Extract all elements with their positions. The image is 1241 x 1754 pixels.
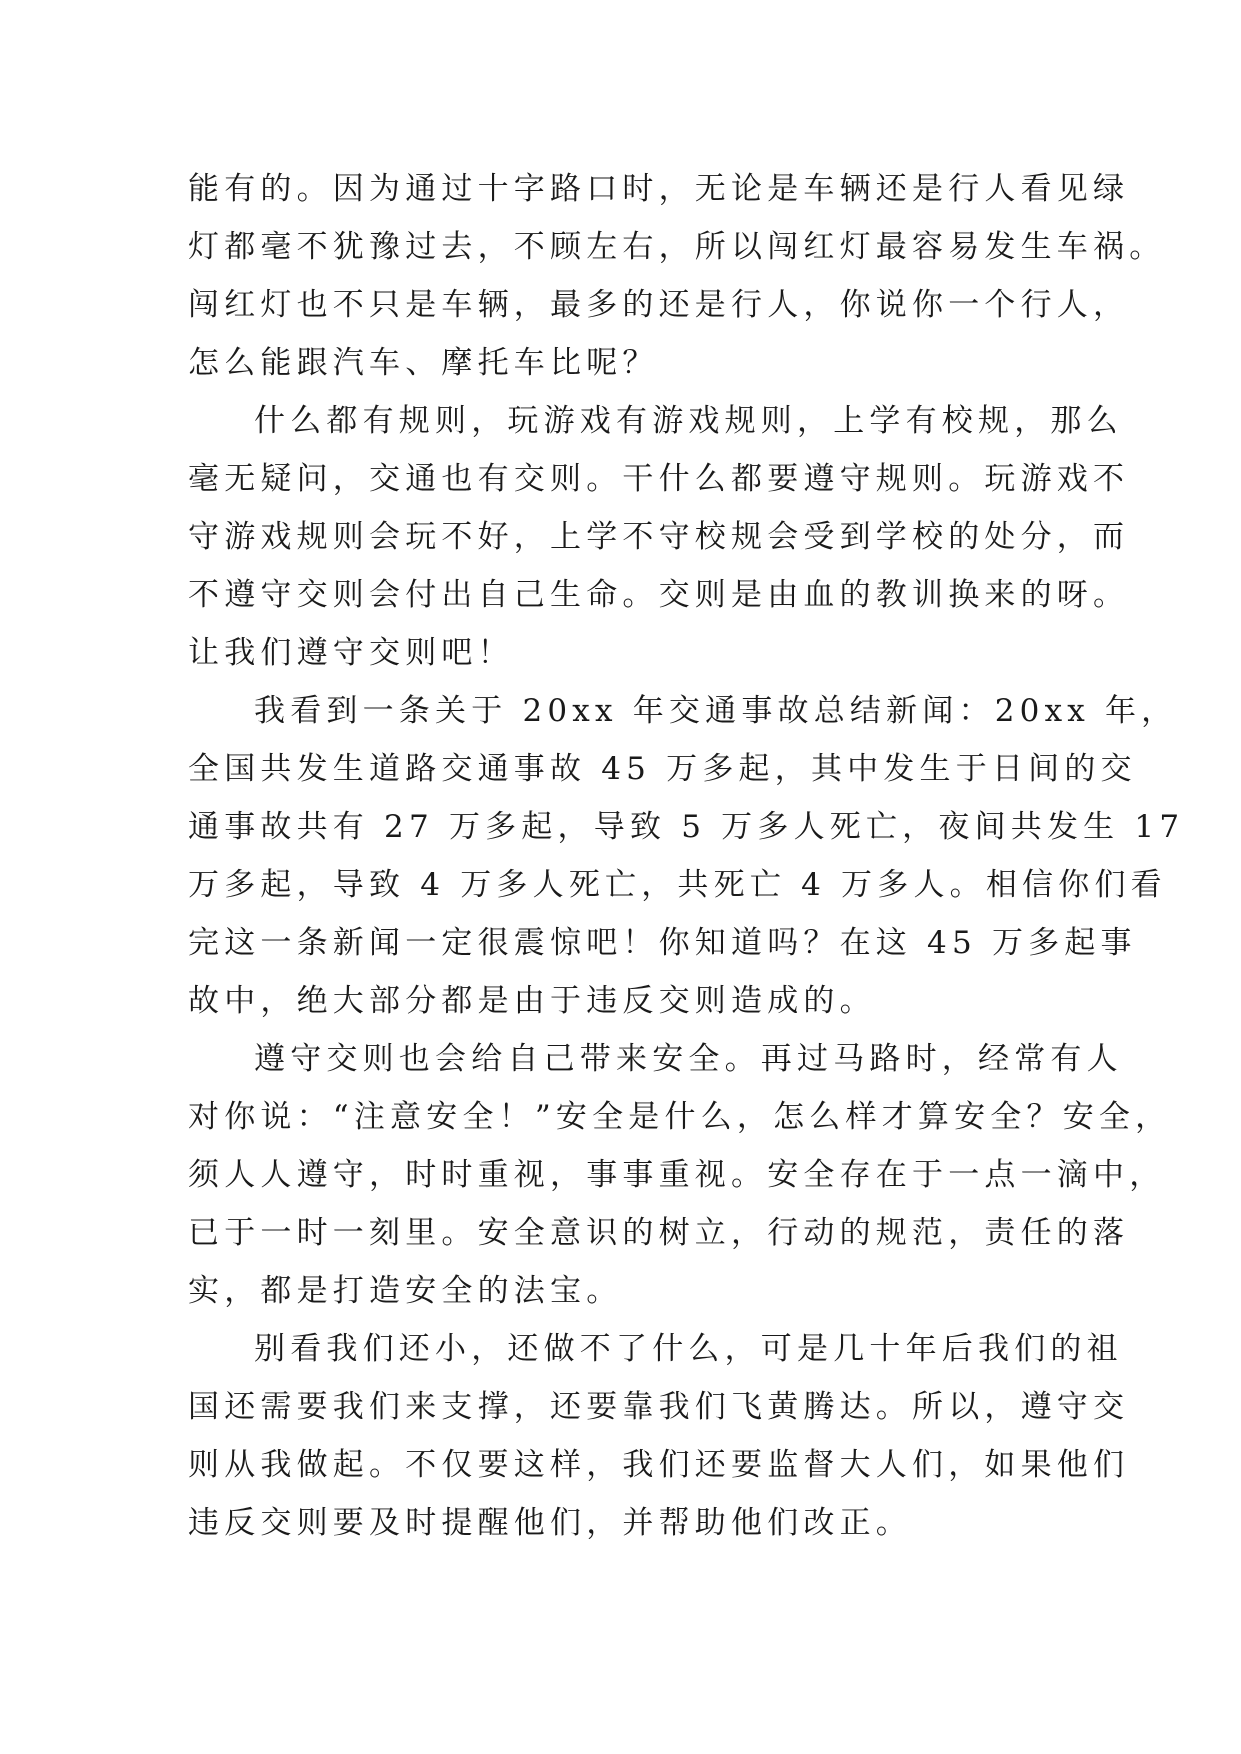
text-line: 已于一时一刻里。安全意识的树立，行动的规范，责任的落: [188, 1215, 1130, 1251]
text-line: 别看我们还小，还做不了什么，可是几十年后我们的祖: [254, 1331, 1123, 1367]
text-line: 毫无疑问，交通也有交则。干什么都要遵守规则。玩游戏不: [188, 461, 1130, 497]
document-body: [188, 160, 1185, 1552]
text-line: 灯都毫不犹豫过去，不顾左右，所以闯红灯最容易发生车祸。: [188, 229, 1166, 265]
paragraph-1: [188, 160, 1166, 392]
text-line: 实，都是打造安全的法宝。: [188, 1273, 623, 1309]
paragraph-2: [188, 392, 1130, 682]
text-line: 什么都有规则，玩游戏有游戏规则，上学有校规，那么: [254, 403, 1123, 439]
text-line: 则从我做起。不仅要这样，我们还要监督大人们，如果他们: [188, 1447, 1130, 1483]
text-line: 须人人遵守，时时重视，事事重视。安全存在于一点一滴中，: [188, 1157, 1166, 1193]
text-line: 遵守交则也会给自己带来安全。再过马路时，经常有人: [254, 1041, 1123, 1077]
text-line: 违反交则要及时提醒他们，并帮助他们改正。: [188, 1505, 912, 1541]
paragraph-3: [188, 682, 1185, 1030]
text-line: 故中，绝大部分都是由于违反交则造成的。: [188, 983, 876, 1019]
paragraph-5: [188, 1320, 1130, 1552]
text-line: 我看到一条关于 20xx 年交通事故总结新闻：20xx 年，: [254, 693, 1178, 729]
text-line: 让我们遵守交则吧！: [188, 635, 514, 671]
text-line: 对你说：“注意安全！”安全是什么，怎么样才算安全？安全，: [188, 1099, 1172, 1135]
text-line: 全国共发生道路交通事故 45 万多起，其中发生于日间的交: [188, 751, 1137, 787]
text-line: 闯红灯也不只是车辆，最多的还是行人，你说你一个行人，: [188, 287, 1130, 323]
text-line: 万多起，导致 4 万多人死亡，共死亡 4 万多人。相信你们看: [188, 867, 1167, 903]
text-line: 能有的。因为通过十字路口时，无论是车辆还是行人看见绿: [188, 171, 1130, 207]
text-line: 不遵守交则会付出自己生命。交则是由血的教训换来的呀。: [188, 577, 1130, 613]
text-line: 通事故共有 27 万多起，导致 5 万多人死亡，夜间共发生 17: [188, 809, 1185, 845]
text-line: 守游戏规则会玩不好，上学不守校规会受到学校的处分，而: [188, 519, 1130, 555]
paragraph-4: [188, 1030, 1172, 1320]
text-line: 怎么能跟汽车、摩托车比呢？: [188, 345, 659, 381]
text-line: 国还需要我们来支撑，还要靠我们飞黄腾达。所以，遵守交: [188, 1389, 1130, 1425]
text-line: 完这一条新闻一定很震惊吧！你知道吗？在这 45 万多起事: [188, 925, 1137, 961]
